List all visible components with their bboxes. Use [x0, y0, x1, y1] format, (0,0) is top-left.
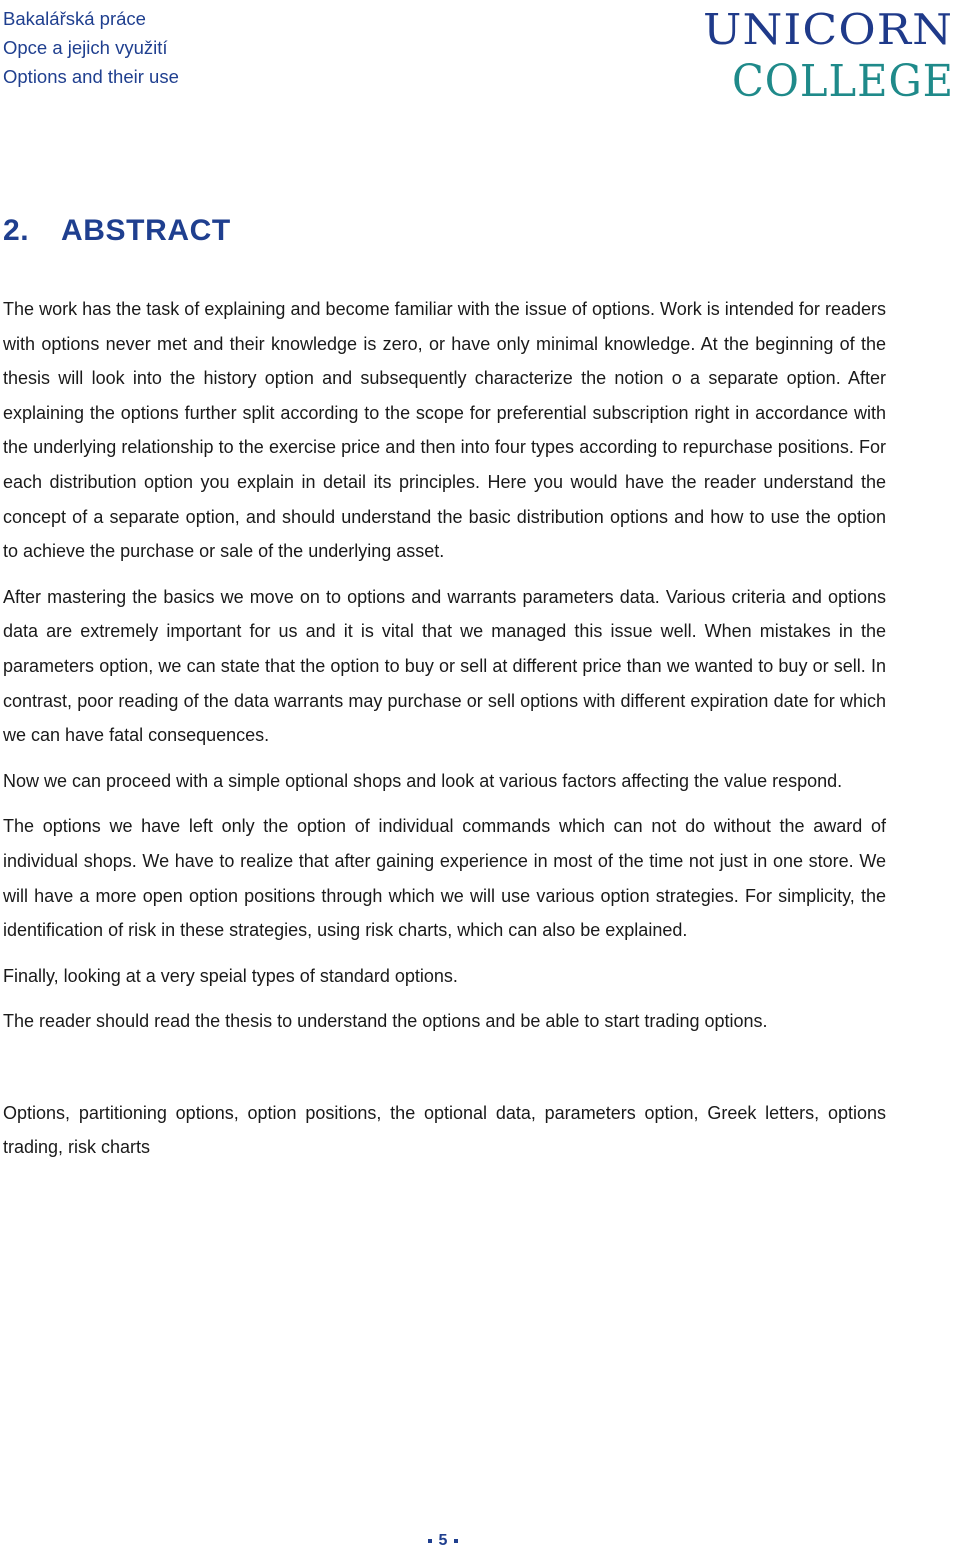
abstract-paragraph: The reader should read the thesis to understand the options and be able to start trading options.	[3, 1011, 768, 1032]
header-subtitle-czech: Opce a jejich využití	[3, 37, 168, 58]
logo-word-college: COLLEGE	[732, 56, 954, 104]
logo-word-unicorn: UNICORN	[703, 5, 953, 54]
page-number: 5	[438, 1532, 448, 1549]
abstract-paragraph: After mastering the basics we move on to options and warrants parameters data. Various criteria and options data are extremely important for us and it is vital that we managed this issue well. When mistakes in the parameters option, we can state that the option to buy or sell at different price than we wanted to buy or sell. In contrast, poor reading of the data warrants may purchase or sell options with different expiration date for which we can have fatal consequences.	[3, 586, 886, 746]
abstract-body	[3, 292, 886, 1176]
abstract-paragraph: Finally, looking at a very speial types of standard options.	[3, 965, 458, 986]
section-number: 2.	[3, 214, 30, 247]
bullet-icon	[454, 1539, 458, 1543]
abstract-paragraph: The options we have left only the option of individual commands which can not do without the award of individual shops. We have to realize that after gaining experience in most of the time not just in one store. We will have a more open option positions through which we will use various option strategies. For simplicity, the identification of risk in these strategies, using risk charts, which can also be explained.	[3, 816, 886, 941]
unicorn-college-logo	[700, 0, 956, 104]
header-title-czech: Bakalářská práce	[3, 8, 146, 29]
keywords-paragraph: Options, partitioning options, option positions, the optional data, parameters option, Greek letters, options trading, risk charts	[3, 1102, 886, 1158]
abstract-paragraph: Now we can proceed with a simple optional shops and look at various factors affecting the value respond.	[3, 770, 843, 791]
section-title: ABSTRACT	[61, 214, 231, 247]
abstract-paragraph: The work has the task of explaining and become familiar with the issue of options. Work is intended for readers with options never met and their knowledge is zero, or have only minimal knowledge. At the beginning of the thesis will look into the history option and subsequently characterize the notion o a separate option. After explaining the options further split according to the scope for preferential subscription right in accordance with the underlying relationship to the exercise price and then into four types according to repurchase positions. For each distribution option you explain in detail its principles. Here you would have the reader understand the concept of a separate option, and should understand the basic distribution options and how to use the option to achieve the purchase or sale of the underlying asset.	[3, 299, 886, 562]
document-header	[3, 4, 179, 91]
section-heading	[3, 214, 231, 248]
page-footer	[0, 1532, 886, 1550]
header-subtitle-english: Options and their use	[3, 66, 179, 87]
bullet-icon	[428, 1539, 432, 1543]
